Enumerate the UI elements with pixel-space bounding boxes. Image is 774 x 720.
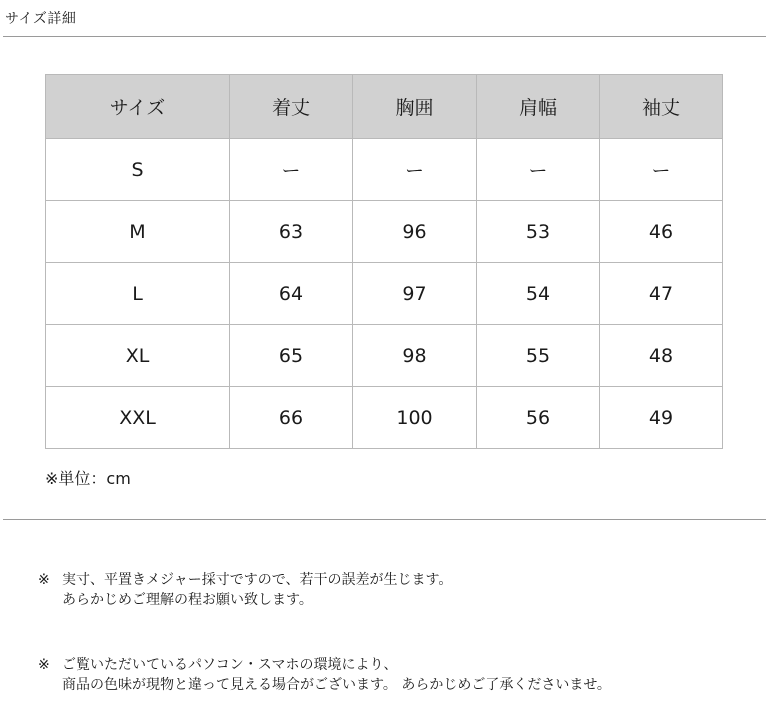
- table-row: [46, 325, 723, 387]
- header-row: [46, 75, 723, 139]
- table-row: [46, 263, 723, 325]
- size-table: [45, 74, 723, 449]
- cell-sleeve: 47: [600, 263, 723, 325]
- header-chest: 胸囲: [353, 75, 477, 139]
- cell-sleeve: 46: [600, 201, 723, 263]
- color-note: [38, 655, 611, 695]
- note-line: ご覧いただいているパソコン・スマホの環境により、: [62, 657, 398, 673]
- note-mark: ※: [38, 657, 50, 673]
- cell-length: 63: [230, 201, 353, 263]
- cell-shoulder: 54: [477, 263, 600, 325]
- table-row: [46, 387, 723, 449]
- cell-size: L: [46, 263, 230, 325]
- unit-note: ※単位：cm: [45, 469, 131, 488]
- cell-length: 66: [230, 387, 353, 449]
- cell-chest: 98: [353, 325, 477, 387]
- measurement-note: [38, 570, 452, 610]
- cell-chest: 100: [353, 387, 477, 449]
- header-size: サイズ: [46, 75, 230, 139]
- cell-size: S: [46, 139, 230, 201]
- cell-sleeve: 48: [600, 325, 723, 387]
- top-divider: [3, 36, 766, 37]
- cell-chest: ー: [353, 139, 477, 201]
- cell-length: 64: [230, 263, 353, 325]
- cell-shoulder: 56: [477, 387, 600, 449]
- note-line: あらかじめご理解の程お願い致します。: [62, 592, 313, 608]
- table-row: [46, 139, 723, 201]
- cell-shoulder: 55: [477, 325, 600, 387]
- header-length: 着丈: [230, 75, 353, 139]
- note-line: 実寸、平置きメジャー採寸ですので、若干の誤差が生じます。: [62, 572, 453, 588]
- section-title: サイズ詳細: [5, 11, 77, 27]
- middle-divider: [3, 519, 766, 520]
- cell-chest: 96: [353, 201, 477, 263]
- header-sleeve: 袖丈: [600, 75, 723, 139]
- cell-length: ー: [230, 139, 353, 201]
- cell-size: XXL: [46, 387, 230, 449]
- cell-size: XL: [46, 325, 230, 387]
- cell-chest: 97: [353, 263, 477, 325]
- cell-sleeve: ー: [600, 139, 723, 201]
- cell-shoulder: 53: [477, 201, 600, 263]
- cell-size: M: [46, 201, 230, 263]
- cell-sleeve: 49: [600, 387, 723, 449]
- cell-length: 65: [230, 325, 353, 387]
- header-shoulder: 肩幅: [477, 75, 600, 139]
- cell-shoulder: ー: [477, 139, 600, 201]
- note-mark: ※: [38, 572, 50, 588]
- table-row: [46, 201, 723, 263]
- note-line: 商品の色味が現物と違って見える場合がございます。 あらかじめご了承くださいませ。: [62, 677, 611, 693]
